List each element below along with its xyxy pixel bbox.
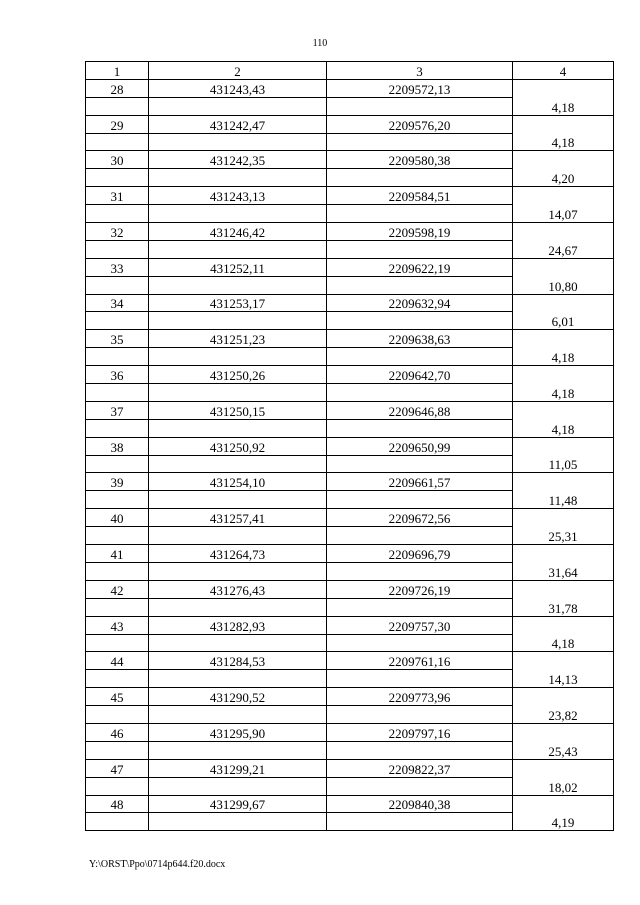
empty-cell [149, 348, 327, 366]
empty-cell [327, 97, 513, 115]
distance-cell-empty [513, 437, 614, 455]
empty-cell [327, 240, 513, 258]
point-number-cell: 44 [86, 652, 149, 670]
x-coordinate-cell: 431254,10 [149, 473, 327, 491]
table-header-row [86, 62, 614, 80]
y-coordinate-cell: 2209761,16 [327, 652, 513, 670]
distance-cell: 6,01 [513, 312, 614, 330]
empty-cell [327, 419, 513, 437]
table-row [86, 169, 614, 187]
distance-cell-empty [513, 401, 614, 419]
table-row [86, 688, 614, 706]
table-row [86, 97, 614, 115]
empty-cell [86, 384, 149, 402]
footer-file-path: Y:\ORST\Ppo\0714p644.f20.docx [89, 859, 226, 870]
distance-cell: 11,48 [513, 491, 614, 509]
table-row [86, 133, 614, 151]
table-row [86, 509, 614, 527]
empty-cell [149, 706, 327, 724]
x-coordinate-cell: 431282,93 [149, 616, 327, 634]
empty-cell [149, 670, 327, 688]
y-coordinate-cell: 2209822,37 [327, 759, 513, 777]
distance-cell: 4,20 [513, 169, 614, 187]
empty-cell [86, 276, 149, 294]
point-number-cell: 30 [86, 151, 149, 169]
x-coordinate-cell: 431242,35 [149, 151, 327, 169]
table-body [86, 79, 614, 830]
point-number-cell: 32 [86, 223, 149, 241]
empty-cell [149, 813, 327, 831]
empty-cell [327, 741, 513, 759]
point-number-cell: 34 [86, 294, 149, 312]
empty-cell [86, 419, 149, 437]
y-coordinate-cell: 2209797,16 [327, 723, 513, 741]
empty-cell [149, 97, 327, 115]
empty-cell [149, 777, 327, 795]
empty-cell [327, 348, 513, 366]
distance-cell: 24,67 [513, 240, 614, 258]
column-header-4: 4 [513, 62, 614, 80]
point-number-cell: 28 [86, 79, 149, 97]
empty-cell [86, 240, 149, 258]
point-number-cell: 37 [86, 401, 149, 419]
y-coordinate-cell: 2209672,56 [327, 509, 513, 527]
distance-cell-empty [513, 616, 614, 634]
empty-cell [327, 777, 513, 795]
distance-cell: 25,31 [513, 527, 614, 545]
y-coordinate-cell: 2209757,30 [327, 616, 513, 634]
distance-cell: 4,18 [513, 97, 614, 115]
y-coordinate-cell: 2209638,63 [327, 330, 513, 348]
table-row [86, 276, 614, 294]
table-row [86, 562, 614, 580]
distance-cell: 4,18 [513, 133, 614, 151]
empty-cell [86, 205, 149, 223]
x-coordinate-cell: 431243,43 [149, 79, 327, 97]
empty-cell [86, 169, 149, 187]
distance-cell: 14,13 [513, 670, 614, 688]
table-row [86, 473, 614, 491]
table-row [86, 777, 614, 795]
point-number-cell: 36 [86, 366, 149, 384]
empty-cell [149, 276, 327, 294]
table-row [86, 616, 614, 634]
table-row [86, 348, 614, 366]
table-row [86, 79, 614, 97]
distance-cell: 4,18 [513, 634, 614, 652]
y-coordinate-cell: 2209696,79 [327, 545, 513, 563]
distance-cell: 11,05 [513, 455, 614, 473]
empty-cell [327, 384, 513, 402]
empty-cell [86, 455, 149, 473]
empty-cell [149, 240, 327, 258]
table-row [86, 706, 614, 724]
distance-cell-empty [513, 688, 614, 706]
distance-cell: 31,64 [513, 562, 614, 580]
table-row [86, 312, 614, 330]
point-number-cell: 39 [86, 473, 149, 491]
table-row [86, 437, 614, 455]
empty-cell [327, 706, 513, 724]
table-row [86, 294, 614, 312]
distance-cell: 4,18 [513, 419, 614, 437]
empty-cell [86, 706, 149, 724]
point-number-cell: 42 [86, 580, 149, 598]
distance-cell-empty [513, 366, 614, 384]
empty-cell [86, 634, 149, 652]
empty-cell [149, 455, 327, 473]
distance-cell-empty [513, 115, 614, 133]
table-row [86, 670, 614, 688]
distance-cell-empty [513, 187, 614, 205]
empty-cell [149, 598, 327, 616]
distance-cell: 23,82 [513, 706, 614, 724]
empty-cell [149, 384, 327, 402]
x-coordinate-cell: 431250,26 [149, 366, 327, 384]
empty-cell [327, 598, 513, 616]
distance-cell-empty [513, 652, 614, 670]
y-coordinate-cell: 2209584,51 [327, 187, 513, 205]
empty-cell [327, 813, 513, 831]
point-number-cell: 43 [86, 616, 149, 634]
y-coordinate-cell: 2209773,96 [327, 688, 513, 706]
point-number-cell: 35 [86, 330, 149, 348]
point-number-cell: 29 [86, 115, 149, 133]
x-coordinate-cell: 431264,73 [149, 545, 327, 563]
x-coordinate-cell: 431299,67 [149, 795, 327, 813]
x-coordinate-cell: 431295,90 [149, 723, 327, 741]
point-number-cell: 46 [86, 723, 149, 741]
empty-cell [327, 491, 513, 509]
table-row [86, 115, 614, 133]
point-number-cell: 31 [86, 187, 149, 205]
y-coordinate-cell: 2209632,94 [327, 294, 513, 312]
table-row [86, 634, 614, 652]
distance-cell: 4,18 [513, 384, 614, 402]
distance-cell: 18,02 [513, 777, 614, 795]
empty-cell [149, 741, 327, 759]
table-row [86, 741, 614, 759]
distance-cell-empty [513, 294, 614, 312]
empty-cell [86, 741, 149, 759]
empty-cell [149, 527, 327, 545]
table-row [86, 759, 614, 777]
empty-cell [86, 562, 149, 580]
table-row [86, 205, 614, 223]
distance-cell-empty [513, 258, 614, 276]
x-coordinate-cell: 431290,52 [149, 688, 327, 706]
table-row [86, 384, 614, 402]
empty-cell [86, 491, 149, 509]
y-coordinate-cell: 2209572,13 [327, 79, 513, 97]
x-coordinate-cell: 431252,11 [149, 258, 327, 276]
x-coordinate-cell: 431243,13 [149, 187, 327, 205]
table-row [86, 401, 614, 419]
distance-cell: 14,07 [513, 205, 614, 223]
table-row [86, 419, 614, 437]
point-number-cell: 38 [86, 437, 149, 455]
table-row [86, 795, 614, 813]
table-row [86, 491, 614, 509]
y-coordinate-cell: 2209642,70 [327, 366, 513, 384]
x-coordinate-cell: 431276,43 [149, 580, 327, 598]
empty-cell [327, 527, 513, 545]
x-coordinate-cell: 431284,53 [149, 652, 327, 670]
empty-cell [149, 312, 327, 330]
page-number: 110 [312, 38, 328, 49]
empty-cell [149, 491, 327, 509]
empty-cell [149, 634, 327, 652]
empty-cell [86, 598, 149, 616]
empty-cell [86, 670, 149, 688]
distance-cell-empty [513, 723, 614, 741]
distance-cell-empty [513, 151, 614, 169]
empty-cell [149, 205, 327, 223]
x-coordinate-cell: 431253,17 [149, 294, 327, 312]
y-coordinate-cell: 2209726,19 [327, 580, 513, 598]
table-row [86, 151, 614, 169]
empty-cell [86, 527, 149, 545]
table-row [86, 187, 614, 205]
distance-cell-empty [513, 330, 614, 348]
table-row [86, 455, 614, 473]
empty-cell [327, 312, 513, 330]
x-coordinate-cell: 431257,41 [149, 509, 327, 527]
x-coordinate-cell: 431242,47 [149, 115, 327, 133]
empty-cell [327, 276, 513, 294]
point-number-cell: 45 [86, 688, 149, 706]
column-header-2: 2 [149, 62, 327, 80]
y-coordinate-cell: 2209576,20 [327, 115, 513, 133]
y-coordinate-cell: 2209598,19 [327, 223, 513, 241]
distance-cell: 10,80 [513, 276, 614, 294]
point-number-cell: 41 [86, 545, 149, 563]
empty-cell [327, 562, 513, 580]
table-row [86, 366, 614, 384]
point-number-cell: 33 [86, 258, 149, 276]
distance-cell-empty [513, 509, 614, 527]
table-row [86, 813, 614, 831]
column-header-3: 3 [327, 62, 513, 80]
table-row [86, 240, 614, 258]
point-number-cell: 47 [86, 759, 149, 777]
distance-cell: 31,78 [513, 598, 614, 616]
empty-cell [327, 634, 513, 652]
empty-cell [86, 348, 149, 366]
empty-cell [327, 455, 513, 473]
empty-cell [327, 205, 513, 223]
y-coordinate-cell: 2209622,19 [327, 258, 513, 276]
table-row [86, 545, 614, 563]
distance-cell: 4,18 [513, 348, 614, 366]
empty-cell [86, 133, 149, 151]
point-number-cell: 40 [86, 509, 149, 527]
empty-cell [86, 777, 149, 795]
x-coordinate-cell: 431251,23 [149, 330, 327, 348]
empty-cell [86, 97, 149, 115]
table-row [86, 330, 614, 348]
empty-cell [327, 169, 513, 187]
distance-cell-empty [513, 545, 614, 563]
y-coordinate-cell: 2209661,57 [327, 473, 513, 491]
table-row [86, 580, 614, 598]
x-coordinate-cell: 431250,92 [149, 437, 327, 455]
empty-cell [149, 419, 327, 437]
empty-cell [327, 670, 513, 688]
empty-cell [149, 133, 327, 151]
distance-cell: 25,43 [513, 741, 614, 759]
table-row [86, 598, 614, 616]
table-row [86, 723, 614, 741]
distance-cell: 4,19 [513, 813, 614, 831]
table-row [86, 527, 614, 545]
empty-cell [149, 562, 327, 580]
point-number-cell: 48 [86, 795, 149, 813]
distance-cell-empty [513, 223, 614, 241]
table-row [86, 258, 614, 276]
y-coordinate-cell: 2209580,38 [327, 151, 513, 169]
column-header-1: 1 [86, 62, 149, 80]
coordinates-table [85, 61, 614, 831]
x-coordinate-cell: 431250,15 [149, 401, 327, 419]
y-coordinate-cell: 2209646,88 [327, 401, 513, 419]
table-row [86, 223, 614, 241]
empty-cell [327, 133, 513, 151]
distance-cell-empty [513, 759, 614, 777]
y-coordinate-cell: 2209840,38 [327, 795, 513, 813]
x-coordinate-cell: 431246,42 [149, 223, 327, 241]
table-row [86, 652, 614, 670]
distance-cell-empty [513, 795, 614, 813]
empty-cell [86, 312, 149, 330]
distance-cell-empty [513, 79, 614, 97]
distance-cell-empty [513, 473, 614, 491]
empty-cell [149, 169, 327, 187]
empty-cell [86, 813, 149, 831]
y-coordinate-cell: 2209650,99 [327, 437, 513, 455]
distance-cell-empty [513, 580, 614, 598]
x-coordinate-cell: 431299,21 [149, 759, 327, 777]
